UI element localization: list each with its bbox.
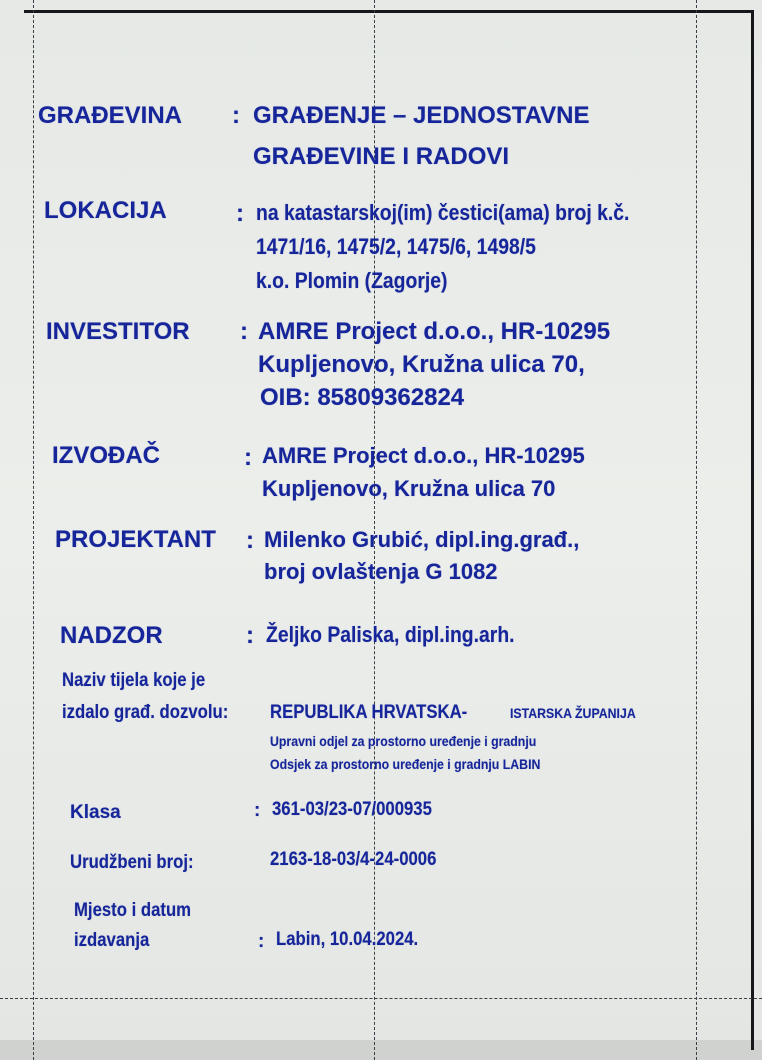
- gradevina-value-line: GRAĐEVINE I RADOVI: [253, 143, 510, 170]
- izvodac-separator: :: [244, 444, 252, 471]
- investitor-separator: :: [240, 318, 248, 345]
- frame-right-border: [751, 10, 754, 1050]
- gradevina-value-line: GRAĐENJE – JEDNOSTAVNE: [253, 102, 590, 129]
- projektant-label: PROJEKTANT: [55, 526, 216, 553]
- urudzbeni-value: 2163-18-03/4-24-0006: [270, 849, 437, 870]
- nadzor-label: NADZOR: [60, 622, 163, 649]
- nadzor-separator: :: [246, 622, 254, 649]
- investitor-value-line: AMRE Project d.o.o., HR-10295: [258, 318, 611, 345]
- guide-line-vertical: [696, 0, 697, 1060]
- projektant-separator: :: [246, 527, 254, 554]
- urudzbeni-label: Urudžbeni broj:: [70, 852, 194, 873]
- klasa-value: 361-03/23-07/000935: [272, 799, 432, 820]
- projektant-value-line: Milenko Grubić, dipl.ing.građ.,: [264, 527, 580, 552]
- mjesto-separator: :: [258, 931, 265, 952]
- tijelo-value-line: Upravni odjel za prostorno uređenje i gradnju: [270, 733, 537, 749]
- lokacija-value-line: 1471/16, 1475/2, 1475/6, 1498/5: [256, 234, 536, 259]
- lokacija-value-line: k.o. Plomin (Zagorje): [256, 268, 448, 293]
- gradevina-label: GRAĐEVINA: [38, 102, 183, 129]
- tijelo-label-line: izdalo građ. dozvolu:: [62, 702, 229, 723]
- frame-top-border: [24, 10, 754, 13]
- guide-line-vertical: [33, 0, 34, 1060]
- lokacija-value-line: na katastarskoj(im) čestici(ama) broj k.č.: [256, 200, 630, 225]
- investitor-value-line: Kupljenovo, Kružna ulica 70,: [258, 351, 585, 378]
- guide-line-horizontal: [0, 998, 762, 999]
- page-shadow: [0, 1040, 762, 1060]
- mjesto-value: Labin, 10.04.2024.: [276, 929, 419, 950]
- investitor-label: INVESTITOR: [46, 318, 190, 345]
- klasa-label: Klasa: [70, 802, 121, 823]
- tijelo-value-line: Odsjek za prostorno uređenje i gradnju LABIN: [270, 756, 541, 772]
- izvodac-value-line: Kupljenovo, Kružna ulica 70: [262, 476, 556, 501]
- gradevina-separator: :: [232, 102, 240, 129]
- mjesto-label-line: izdavanja: [74, 930, 150, 951]
- nadzor-value-line: Željko Paliska, dipl.ing.arh.: [266, 622, 515, 647]
- izvodac-label: IZVOĐAČ: [52, 442, 160, 469]
- izvodac-value-line: AMRE Project d.o.o., HR-10295: [262, 443, 585, 468]
- tijelo-value-main: REPUBLIKA HRVATSKA-: [270, 702, 468, 723]
- projektant-value-line: broj ovlaštenja G 1082: [264, 559, 498, 584]
- tijelo-value-suffix: ISTARSKA ŽUPANIJA: [510, 705, 636, 721]
- mjesto-label-line: Mjesto i datum: [74, 900, 192, 921]
- investitor-value-line: OIB: 85809362824: [260, 384, 465, 411]
- tijelo-label-line: Naziv tijela koje je: [62, 670, 206, 691]
- klasa-separator: :: [254, 800, 261, 821]
- lokacija-separator: :: [236, 200, 244, 227]
- lokacija-label: LOKACIJA: [44, 197, 167, 224]
